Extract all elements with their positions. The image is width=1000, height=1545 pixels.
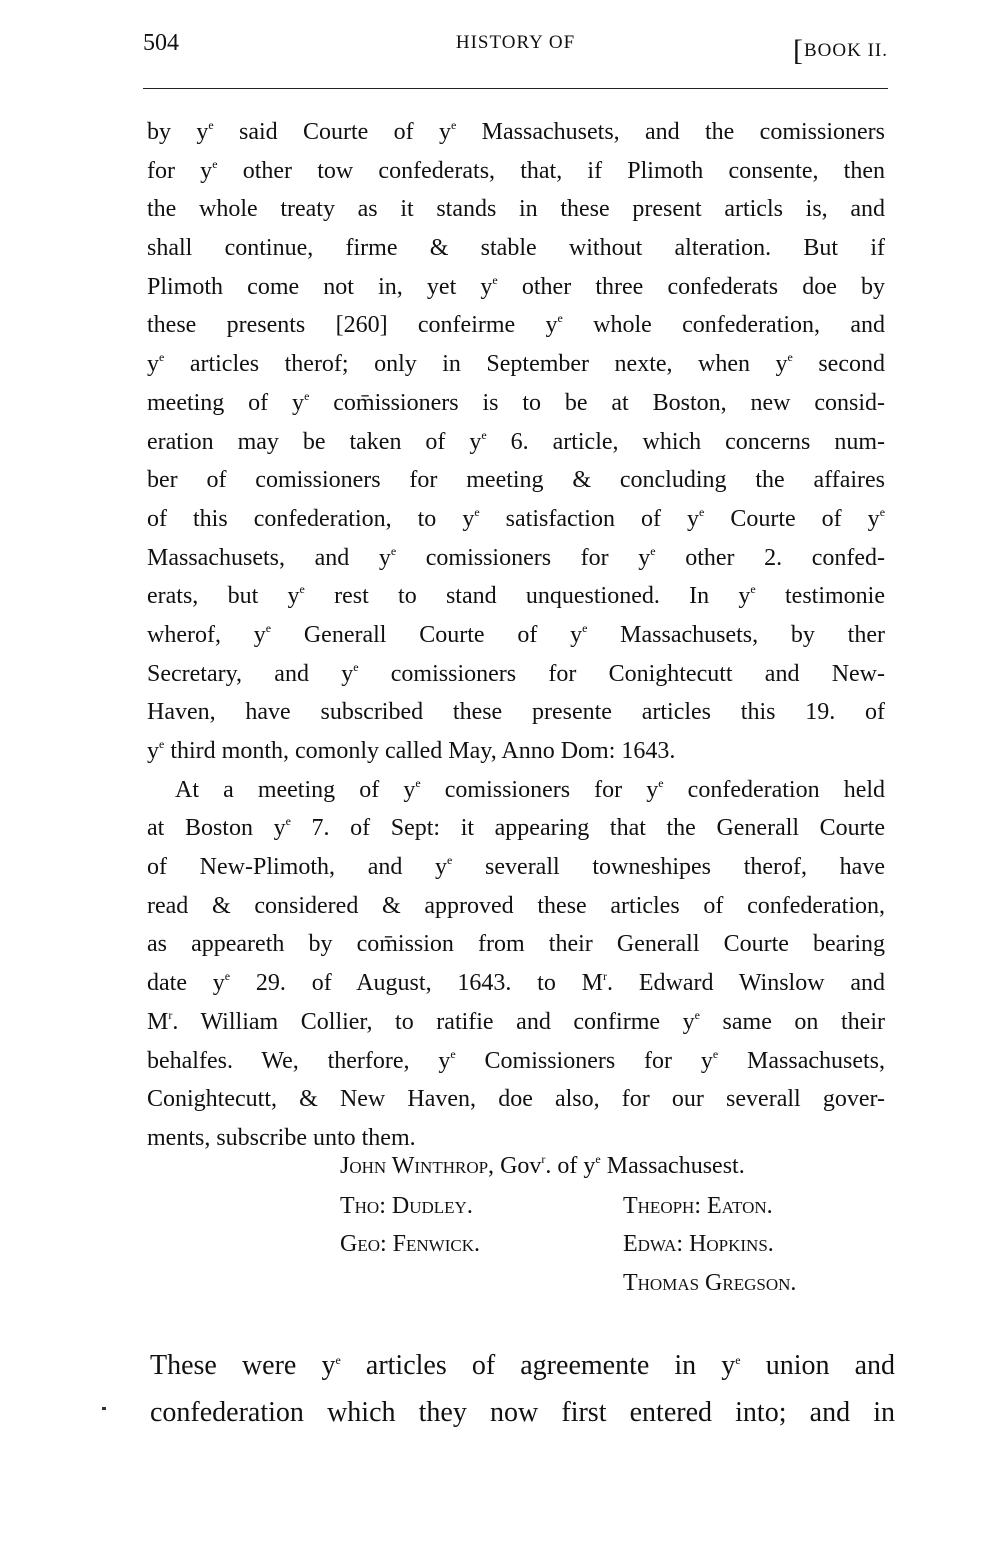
text-line: $M^r$. William Collier, to ratifie and confirme $y^e$ same on their <box>147 1007 885 1035</box>
closing-paragraph <box>150 1342 895 1436</box>
text-line: Plimoth come not in, yet $y^e$ other three confederats doe by <box>147 272 885 300</box>
signature-title: Gov$^r$. of $y^e$ Massachusest. <box>500 1152 745 1179</box>
text-line: shall continue, firme & stable without alteration. But if <box>147 235 885 262</box>
margin-mark <box>102 1407 106 1410</box>
text-line: Massachusets, and $y^e$ comissioners for $y^e$ other 2. confed- <box>147 543 885 571</box>
text-line: of New-Plimoth, and $y^e$ severall towneshipes therof, have <box>147 853 885 881</box>
text-line: of this confederation, to $y^e$ satisfaction of $y^e$ Courte of $y^e$ <box>147 504 886 532</box>
signature-eaton: Theoph: Eaton. <box>623 1193 773 1219</box>
text-line: These were $y^e$ articles of agreemente in $y^e$ union and <box>150 1350 895 1381</box>
running-title: HISTORY OF <box>455 32 576 53</box>
text-line: eration may be taken of $y^e$ 6. article, which concerns num- <box>147 427 885 455</box>
text-line: ments, subscribe unto them. <box>147 1124 416 1151</box>
text-line: Haven, have subscribed these presente articles this 19. of <box>147 699 885 726</box>
text-line: At a meeting of $y^e$ comissioners for $y^e$ confederation held <box>175 775 886 803</box>
body-text <box>147 113 885 1158</box>
text-line: meeting of $y^e$ com̄issioners is to be at Boston, new consid- <box>147 388 885 416</box>
signature-name: John Winthrop, <box>340 1153 495 1179</box>
signature-fenwick: Geo: Fenwick. <box>340 1231 480 1257</box>
text-line: $y^e$ articles therof; only in September nexte, when $y^e$ second <box>147 350 885 378</box>
signature-gregson: Thomas Gregson. <box>623 1270 797 1296</box>
text-line: behalfes. We, therfore, $y^e$ Comissioners for $y^e$ Massachusets, <box>147 1046 885 1074</box>
page-number: 504 <box>143 30 179 56</box>
text-line: date $y^e$ 29. of August, 1643. to $M^r$. Edward Winslow and <box>147 969 886 997</box>
text-line: erats, but $y^e$ rest to stand unquestioned. In $y^e$ testimonie <box>147 582 886 610</box>
text-line: the whole treaty as it stands in these present articls is, and <box>147 196 885 223</box>
text-line: ber of comissioners for meeting & concluding the affaires <box>147 467 885 494</box>
book-text: BOOK II. <box>804 40 888 61</box>
signature-dudley: Tho: Dudley. <box>340 1193 473 1219</box>
signature-hopkins: Edwa: Hopkins. <box>623 1231 774 1257</box>
page-header <box>143 30 888 66</box>
text-line: Conightecutt, & New Haven, doe also, for our severall gover- <box>147 1086 885 1113</box>
text-line: these presents [260] confeirme $y^e$ whole confederation, and <box>147 311 886 339</box>
text-line: by $y^e$ said Courte of $y^e$ Massachusets, and the comissioners <box>147 118 885 145</box>
text-line: for $y^e$ other tow confederats, that, if Plimoth consente, then <box>147 156 885 184</box>
text-line: confederation which they now first entered into; and in <box>150 1397 895 1428</box>
text-line: Secretary, and $y^e$ comissioners for Conightecutt and New- <box>147 659 886 687</box>
text-line: read & considered & approved these articles of confederation, <box>147 892 885 919</box>
text-line: as appeareth by com̄ission from their Generall Courte bearing <box>147 931 885 958</box>
signature-winthrop <box>340 1153 745 1180</box>
header-rule <box>143 88 888 89</box>
text-line: $y^e$ third month, comonly called May, Anno Dom: 1643. <box>147 737 676 764</box>
text-line: at Boston $y^e$ 7. of Sept: it appearing that the Generall Courte <box>147 814 885 842</box>
text-line: wherof, $y^e$ Generall Courte of $y^e$ Massachusets, by ther <box>147 620 885 648</box>
book-label: [BOOK II. <box>793 34 888 67</box>
